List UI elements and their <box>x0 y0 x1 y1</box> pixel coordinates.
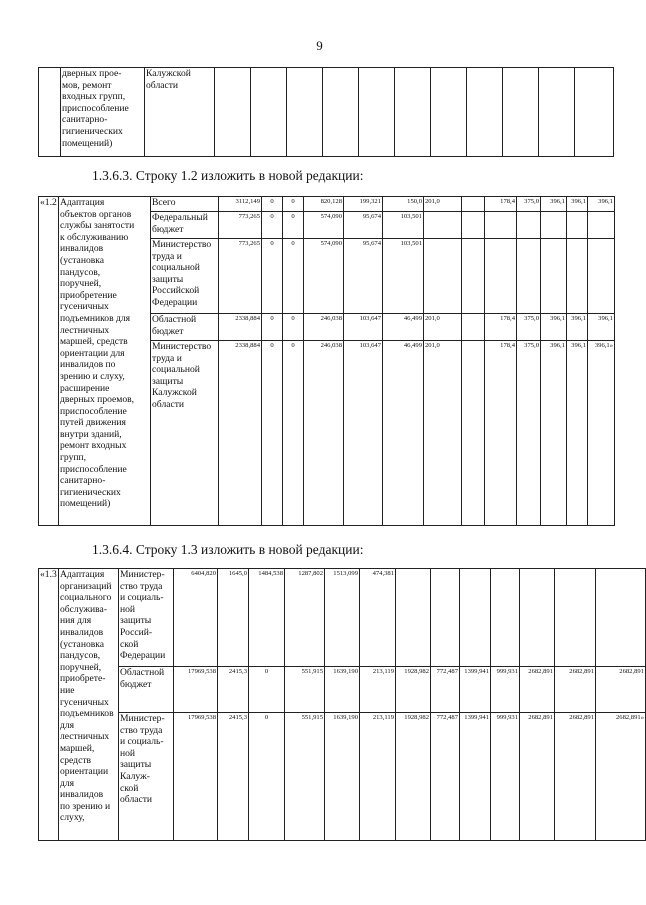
line: расширение <box>60 382 110 394</box>
table-row-1-3 <box>38 568 646 841</box>
value-cell <box>424 212 462 239</box>
line: ремонт входных <box>60 440 127 452</box>
line: Адаптация <box>60 197 105 208</box>
value-cell: 103,647 <box>344 314 383 341</box>
line: гусеничных <box>60 301 109 313</box>
value-cell: 0 <box>249 713 285 841</box>
value-cell: 1928,982 <box>396 713 431 841</box>
value-cell: 3112,149 <box>219 197 262 212</box>
line: Министер- <box>120 569 165 580</box>
value-cell <box>424 239 462 314</box>
line: области <box>152 398 185 410</box>
value-cell: 201,0 <box>424 197 462 212</box>
value-cell <box>567 212 588 239</box>
source-label <box>119 713 174 841</box>
value-cell: 0 <box>262 239 283 314</box>
value-cell: 999,931 <box>491 667 520 713</box>
line: Адаптация <box>60 569 105 580</box>
value-cell: 103,501 <box>383 239 424 314</box>
row-number: «1.2 <box>39 197 59 526</box>
value-cell: 772,487 <box>431 667 460 713</box>
line: лестничных <box>60 731 110 743</box>
line: дверных прое- <box>62 68 122 79</box>
line: ние <box>60 684 75 696</box>
value-cell: 773,265 <box>219 212 262 239</box>
line: помещений) <box>60 498 111 510</box>
line: приспособление <box>60 463 127 475</box>
value-cell: 0 <box>283 341 304 526</box>
value-cell: 17969,538 <box>174 713 218 841</box>
line: ориентации <box>60 766 109 778</box>
value-cell: 375,0 <box>517 197 541 212</box>
line: пандусов, <box>60 650 101 662</box>
line: защиты <box>120 759 152 771</box>
line: объектов органов <box>60 208 132 220</box>
value-cell: 2415,3 <box>218 713 249 841</box>
value-cell: 396,1 <box>541 341 567 526</box>
line: Федерации <box>120 650 166 662</box>
line: ской <box>120 782 139 794</box>
line: Министерство <box>152 239 212 250</box>
line: подъемников <box>60 708 114 720</box>
value-cell: 2338,884 <box>219 314 262 341</box>
line: по зрению и <box>60 800 111 812</box>
value-cell: 375,0 <box>517 314 541 341</box>
value-cell: 773,265 <box>219 239 262 314</box>
line: к обслуживанию <box>60 231 129 243</box>
value-cell: 103,647 <box>344 341 383 526</box>
line: организаций <box>60 580 112 592</box>
line: приспособление <box>60 405 127 417</box>
value-cell: 246,038 <box>304 314 344 341</box>
line: санитарно- <box>62 114 108 126</box>
line: социальной <box>152 262 200 274</box>
source-label <box>151 239 219 314</box>
top-num-cell <box>39 68 61 157</box>
value-cell <box>462 212 485 239</box>
line: средств <box>60 754 92 766</box>
value-cell: 474,381 <box>360 569 396 667</box>
heading-1-3-6-4: 1.3.6.4. Строку 1.3 изложить в новой редакции: <box>92 542 364 557</box>
line: инвалидов <box>60 789 104 801</box>
value-cell: 1645,0 <box>218 569 249 667</box>
value-cell: 2682,891 <box>520 667 555 713</box>
value-cell: 199,321 <box>344 197 383 212</box>
value-cell <box>517 212 541 239</box>
value-cell: 2682,891 <box>520 713 555 841</box>
heading-1-3-6-3: 1.3.6.3. Строку 1.2 изложить в новой редакции: <box>92 168 364 183</box>
line: социального <box>60 592 112 604</box>
value-cell <box>396 569 431 667</box>
value-cell: 46,499 <box>383 314 424 341</box>
value-cell: 6404,820 <box>174 569 218 667</box>
value-cell: 396,1 <box>567 197 588 212</box>
measure-name <box>59 197 151 526</box>
line: Министер- <box>120 713 165 724</box>
line: дверных проемов, <box>60 394 135 406</box>
line: слуху, <box>60 812 85 824</box>
value-cell: 2682,891 <box>596 667 646 713</box>
source-label <box>151 212 219 239</box>
value-cell: 2415,3 <box>218 667 249 713</box>
value-cell: 1399,941 <box>460 667 491 713</box>
value-cell: 2682,891 <box>555 713 596 841</box>
value-cell: 0 <box>283 239 304 314</box>
line: Областной <box>120 667 165 678</box>
line: маршей, средств <box>60 336 128 348</box>
line: и социаль- <box>120 592 164 604</box>
line: (установка <box>60 254 105 266</box>
value-cell: 396,1 <box>588 197 615 212</box>
line: инвалидов <box>60 243 104 255</box>
line: пандусов, <box>60 266 101 278</box>
value-cell <box>462 197 485 212</box>
line: ство труда <box>120 580 163 592</box>
value-cell: 178,4 <box>485 341 517 526</box>
line: труда и <box>152 352 182 364</box>
line: Областной <box>152 314 197 325</box>
value-cell: 1928,982 <box>396 667 431 713</box>
source-label <box>151 314 219 341</box>
value-cell: 178,4 <box>485 197 517 212</box>
line: ориентации для <box>60 347 125 359</box>
line: инвалидов по <box>60 359 116 371</box>
line: зрению и слуху, <box>60 370 125 382</box>
value-cell <box>491 569 520 667</box>
line: ной <box>120 747 136 759</box>
value-cell: 0 <box>249 667 285 713</box>
value-cell <box>517 239 541 314</box>
value-cell <box>588 239 615 314</box>
line: помещений) <box>62 137 113 149</box>
value-cell: 772,487 <box>431 713 460 841</box>
value-cell <box>588 212 615 239</box>
value-cell: 213,119 <box>360 667 396 713</box>
value-cell: 46,499 <box>383 341 424 526</box>
value-cell: 246,038 <box>304 341 344 526</box>
value-cell: 1639,190 <box>325 713 360 841</box>
line: мов, ремонт <box>62 79 112 91</box>
top-name-cell <box>61 68 145 157</box>
top-exec-cell <box>145 68 215 157</box>
top-continuation-table <box>38 67 614 157</box>
value-cell: 150,0 <box>383 197 424 212</box>
value-cell <box>462 341 485 526</box>
line: подъемников для <box>60 312 131 324</box>
value-cell: 1399,941 <box>460 713 491 841</box>
value-cell <box>460 569 491 667</box>
value-cell: 0 <box>262 341 283 526</box>
value-cell: 1484,538 <box>249 569 285 667</box>
line: Российской <box>152 285 200 297</box>
line: санитарно- <box>60 475 106 487</box>
line: (установка <box>60 638 105 650</box>
line: гусеничных <box>60 696 109 708</box>
line: защиты <box>120 615 152 627</box>
line: приобрете- <box>60 673 106 685</box>
value-cell <box>462 239 485 314</box>
line: путей движения <box>60 417 126 429</box>
measure-name <box>59 569 119 841</box>
line: Россий- <box>120 626 153 638</box>
value-cell: 551,915 <box>285 713 325 841</box>
source-label <box>151 341 219 526</box>
value-cell: 178,4 <box>485 314 517 341</box>
source-label <box>119 569 174 667</box>
value-cell <box>596 569 646 667</box>
line: Калужской <box>152 387 197 399</box>
line: Калужской <box>146 68 191 79</box>
value-cell: 0 <box>283 212 304 239</box>
line: инвалидов <box>60 626 104 638</box>
line: ной <box>120 603 136 615</box>
value-cell <box>485 239 517 314</box>
line: ской <box>120 638 139 650</box>
value-cell: 2682,891» <box>596 713 646 841</box>
value-cell <box>555 569 596 667</box>
line: для <box>60 777 75 789</box>
value-cell: 999,931 <box>491 713 520 841</box>
value-cell <box>541 212 567 239</box>
value-cell <box>485 212 517 239</box>
line: Министерство <box>152 341 212 352</box>
line: социальной <box>152 364 200 376</box>
line: труда и <box>152 250 182 262</box>
line: гигиенических <box>62 125 123 137</box>
line: приспособление <box>62 102 129 114</box>
value-cell: 1513,099 <box>325 569 360 667</box>
line: поручней, <box>60 661 102 673</box>
value-cell: 213,119 <box>360 713 396 841</box>
value-cell: 1287,802 <box>285 569 325 667</box>
value-cell: 396,1» <box>588 341 615 526</box>
value-cell: 375,0 <box>517 341 541 526</box>
value-cell: 820,128 <box>304 197 344 212</box>
line: защиты <box>152 273 184 285</box>
value-cell: 396,1 <box>567 341 588 526</box>
value-cell: 1639,190 <box>325 667 360 713</box>
line: Калуж- <box>120 770 150 782</box>
value-cell: 95,674 <box>344 212 383 239</box>
line: ния для <box>60 615 92 627</box>
value-cell: 2682,891 <box>555 667 596 713</box>
source-label <box>151 197 219 212</box>
value-cell: 0 <box>262 212 283 239</box>
value-cell: 2338,884 <box>219 341 262 526</box>
line: входных групп, <box>62 91 126 103</box>
line: Федеральный <box>152 212 208 223</box>
value-cell <box>541 239 567 314</box>
value-cell <box>431 569 460 667</box>
line: бюджет <box>152 325 184 337</box>
value-cell: 396,1 <box>567 314 588 341</box>
value-cell: 17969,538 <box>174 667 218 713</box>
line: и социаль- <box>120 736 164 748</box>
line: внутри зданий, <box>60 428 122 440</box>
value-cell: 0 <box>283 314 304 341</box>
value-cell: 201,0 <box>424 314 462 341</box>
line: области <box>120 794 153 806</box>
value-cell <box>520 569 555 667</box>
line: бюджет <box>152 223 184 235</box>
line: Федерации <box>152 296 198 308</box>
line: для <box>60 719 75 731</box>
value-cell <box>462 314 485 341</box>
value-cell: 0 <box>283 197 304 212</box>
value-cell: 574,090 <box>304 239 344 314</box>
value-cell: 0 <box>262 314 283 341</box>
value-cell <box>567 239 588 314</box>
line: обслужива- <box>60 603 108 615</box>
line: ство труда <box>120 724 163 736</box>
source-label <box>119 667 174 713</box>
line: приобретение <box>60 289 117 301</box>
value-cell: 396,1 <box>541 314 567 341</box>
value-cell: 551,915 <box>285 667 325 713</box>
line: службы занятости <box>60 220 135 232</box>
line: защиты <box>152 375 184 387</box>
page-number: 9 <box>316 38 323 53</box>
line: поручней, <box>60 278 102 290</box>
value-cell: 396,1 <box>541 197 567 212</box>
value-cell: 396,1 <box>588 314 615 341</box>
value-cell: 95,674 <box>344 239 383 314</box>
table-row-1-2 <box>38 196 615 526</box>
line: групп, <box>60 452 87 464</box>
value-cell: 201,0 <box>424 341 462 526</box>
line: маршей, <box>60 742 95 754</box>
line: области <box>146 79 179 91</box>
value-cell: 574,090 <box>304 212 344 239</box>
line: гигиенических <box>60 486 121 498</box>
line: бюджет <box>120 678 152 690</box>
value-cell: 103,501 <box>383 212 424 239</box>
line: лестничных <box>60 324 110 336</box>
value-cell: 0 <box>262 197 283 212</box>
line: Всего <box>152 197 176 208</box>
row-number: «1.3 <box>39 569 59 841</box>
